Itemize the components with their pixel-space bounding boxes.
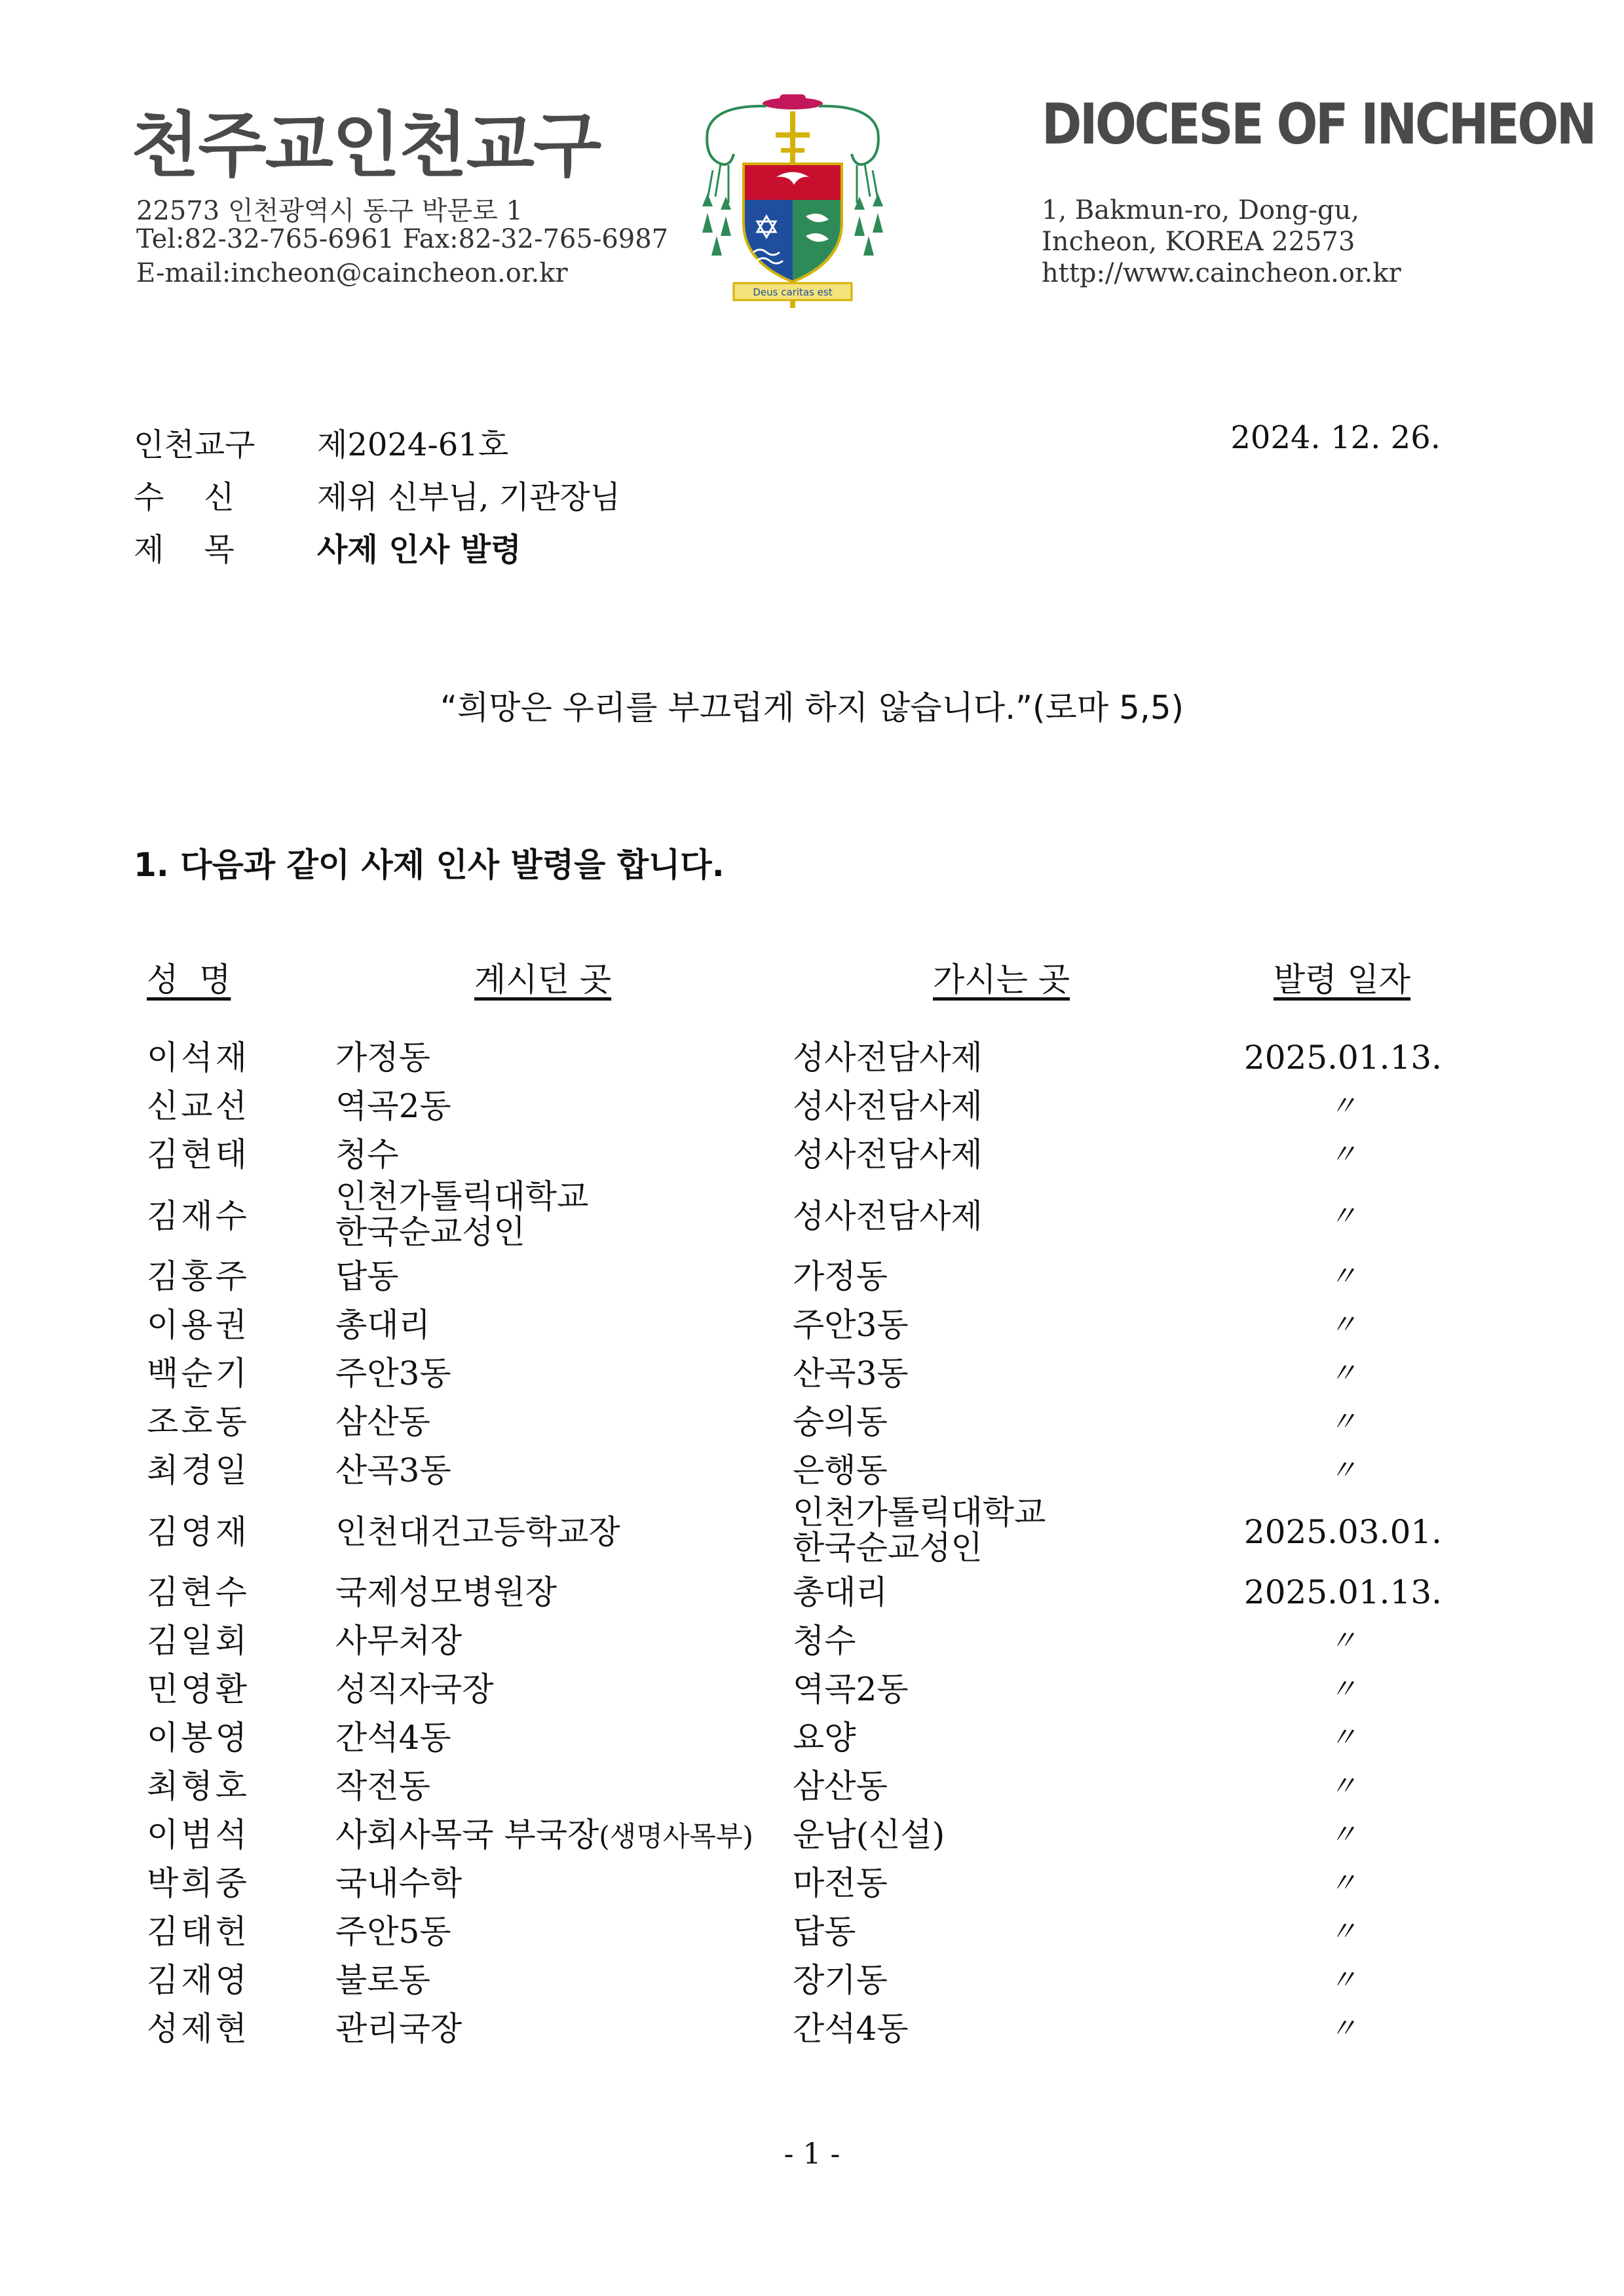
- row-date: 〃: [1329, 1915, 1357, 1947]
- english-address-line1: 1, Bakmun-ro, Dong-gu,: [1042, 195, 1360, 225]
- row-date: 〃: [1329, 1406, 1357, 1438]
- row-name: 성제현: [147, 2010, 250, 2048]
- row-to: 숭의동: [793, 1403, 888, 1441]
- row-name: 박희중: [147, 1864, 250, 1902]
- header-name: 성 명: [147, 961, 231, 999]
- row-from: 주안5동: [335, 1913, 451, 1951]
- row-name: 백순기: [147, 1354, 250, 1392]
- row-from: 인천대건고등학교장: [335, 1513, 620, 1551]
- row-from: 인천가톨릭대학교: [335, 1177, 589, 1215]
- row-from: 관리국장: [335, 2010, 463, 2048]
- row-from-note: (생명사목부): [599, 1820, 753, 1852]
- row-to: 가정동: [793, 1257, 888, 1295]
- coat-of-arms-emblem: [694, 92, 891, 315]
- row-from: 가정동: [335, 1039, 430, 1077]
- row-date: 2025.01.13.: [1243, 1039, 1443, 1077]
- row-name: 김재수: [147, 1197, 250, 1235]
- row-name: 김영재: [147, 1513, 250, 1551]
- row-to: 성사전담사제: [793, 1136, 983, 1174]
- header-effective-date: 발령 일자: [1274, 961, 1411, 999]
- row-to: 산곡3동: [793, 1354, 909, 1392]
- row-from: [335, 1818, 753, 1852]
- right-cord: [819, 106, 878, 164]
- row-name: 신교선: [147, 1087, 250, 1125]
- row-name: 김현수: [147, 1573, 250, 1611]
- row-date: 〃: [1329, 1309, 1357, 1341]
- row-from: 국내수학: [335, 1864, 463, 1902]
- row-from: 국제성모병원장: [335, 1573, 557, 1611]
- row-to: 답동: [793, 1913, 856, 1951]
- row-name: 조호동: [147, 1403, 250, 1441]
- korean-address: 22573 인천광역시 동구 박문로 1: [136, 196, 523, 226]
- row-to: 인천가톨릭대학교: [793, 1493, 1046, 1531]
- row-date: 〃: [1329, 1964, 1357, 1996]
- row-name: 이석재: [147, 1039, 250, 1077]
- row-to: 삼산동: [793, 1767, 888, 1805]
- row-to: 성사전담사제: [793, 1039, 983, 1077]
- doc-date: 2024. 12. 26.: [1230, 419, 1441, 456]
- section-title: 1. 다음과 같이 사제 인사 발령을 합니다.: [134, 846, 725, 884]
- row-date: 〃: [1329, 1200, 1357, 1232]
- row-name: 김일회: [147, 1622, 250, 1660]
- scripture-quote: “희망은 우리를 부끄럽게 하지 않습니다.”(로마 5,5): [440, 689, 1184, 727]
- row-to-line2: 한국순교성인: [793, 1529, 983, 1567]
- row-from: 총대리: [335, 1306, 430, 1344]
- recipient-value: 제위 신부님, 기관장님: [317, 479, 621, 516]
- row-from: 답동: [335, 1257, 399, 1295]
- row-date: 〃: [1329, 1673, 1357, 1705]
- row-to: 역곡2동: [793, 1670, 909, 1708]
- row-date: 〃: [1329, 1624, 1357, 1656]
- row-to: 주안3동: [793, 1306, 909, 1344]
- row-date: 2025.01.13.: [1243, 1573, 1443, 1611]
- diocese-english-name: DIOCESE OF INCHEON: [1042, 92, 1595, 157]
- row-date: 〃: [1329, 1357, 1357, 1389]
- row-from: 불로동: [335, 1961, 430, 1999]
- row-name: 최경일: [147, 1451, 250, 1489]
- right-tassels: [854, 193, 883, 256]
- subject-label: 제 목: [134, 531, 235, 568]
- row-date: 〃: [1329, 1260, 1357, 1292]
- row-from: 성직자국장: [335, 1670, 494, 1708]
- doc-label: 인천교구: [134, 427, 255, 463]
- row-date: 〃: [1329, 1721, 1357, 1753]
- row-date: 〃: [1329, 1770, 1357, 1802]
- galero-hat-crown: [780, 94, 806, 104]
- row-to: 간석4동: [793, 2010, 909, 2048]
- row-from: 주안3동: [335, 1354, 451, 1392]
- doc-number: 제2024-61호: [317, 427, 509, 463]
- row-date: 〃: [1329, 1867, 1357, 1899]
- english-address-line2: Incheon, KOREA 22573: [1042, 227, 1355, 257]
- row-to: 성사전담사제: [793, 1087, 983, 1125]
- row-from: 삼산동: [335, 1403, 430, 1441]
- row-name: 김홍주: [147, 1257, 250, 1295]
- page-number: - 1 -: [784, 2137, 840, 2171]
- row-date: 〃: [1329, 2012, 1357, 2044]
- row-to: 요양: [793, 1719, 856, 1757]
- header-new-post: 가시는 곳: [933, 961, 1070, 999]
- diocese-korean-name: 천주교인천교구: [131, 105, 601, 187]
- row-name: 이용권: [147, 1306, 250, 1344]
- korean-tel-fax: Tel:82-32-765-6961 Fax:82-32-765-6987: [136, 224, 669, 254]
- row-to: 총대리: [793, 1573, 888, 1611]
- left-cord: [707, 106, 766, 164]
- row-date: 〃: [1329, 1818, 1357, 1850]
- header-previous-post: 계시던 곳: [474, 961, 612, 999]
- row-from-main: 사회사목국 부국장: [335, 1816, 599, 1854]
- row-date: 〃: [1329, 1090, 1357, 1122]
- row-name: 이범석: [147, 1816, 250, 1854]
- row-name: 최형호: [147, 1767, 250, 1805]
- row-from: 사무처장: [335, 1622, 463, 1660]
- row-from-line2: 한국순교성인: [335, 1213, 525, 1251]
- left-tassels: [702, 193, 731, 256]
- row-to: 마전동: [793, 1864, 888, 1902]
- row-name: 김현태: [147, 1136, 250, 1174]
- row-name: 김태헌: [147, 1913, 250, 1951]
- english-url: http://www.caincheon.or.kr: [1042, 258, 1401, 288]
- row-name: 민영환: [147, 1670, 250, 1708]
- row-from: 작전동: [335, 1767, 430, 1805]
- row-from: 역곡2동: [335, 1087, 451, 1125]
- row-to: 장기동: [793, 1961, 888, 1999]
- row-from: 간석4동: [335, 1719, 451, 1757]
- korean-email: E-mail:incheon@caincheon.or.kr: [136, 258, 568, 288]
- subject-value: 사제 인사 발령: [317, 531, 521, 568]
- row-date: 〃: [1329, 1454, 1357, 1486]
- row-name: 김재영: [147, 1961, 250, 1999]
- row-date: 〃: [1329, 1138, 1357, 1170]
- row-from: 산곡3동: [335, 1451, 451, 1489]
- row-name: 이봉영: [147, 1719, 250, 1757]
- recipient-label: 수 신: [134, 479, 235, 516]
- motto-text: Deus caritas est: [753, 286, 833, 298]
- row-date: 2025.03.01.: [1243, 1513, 1443, 1551]
- row-to: 성사전담사제: [793, 1197, 983, 1235]
- row-to: 운남(신설): [793, 1816, 945, 1854]
- row-from: 청수: [335, 1136, 399, 1174]
- row-to: 은행동: [793, 1451, 888, 1489]
- row-to: 청수: [793, 1622, 856, 1660]
